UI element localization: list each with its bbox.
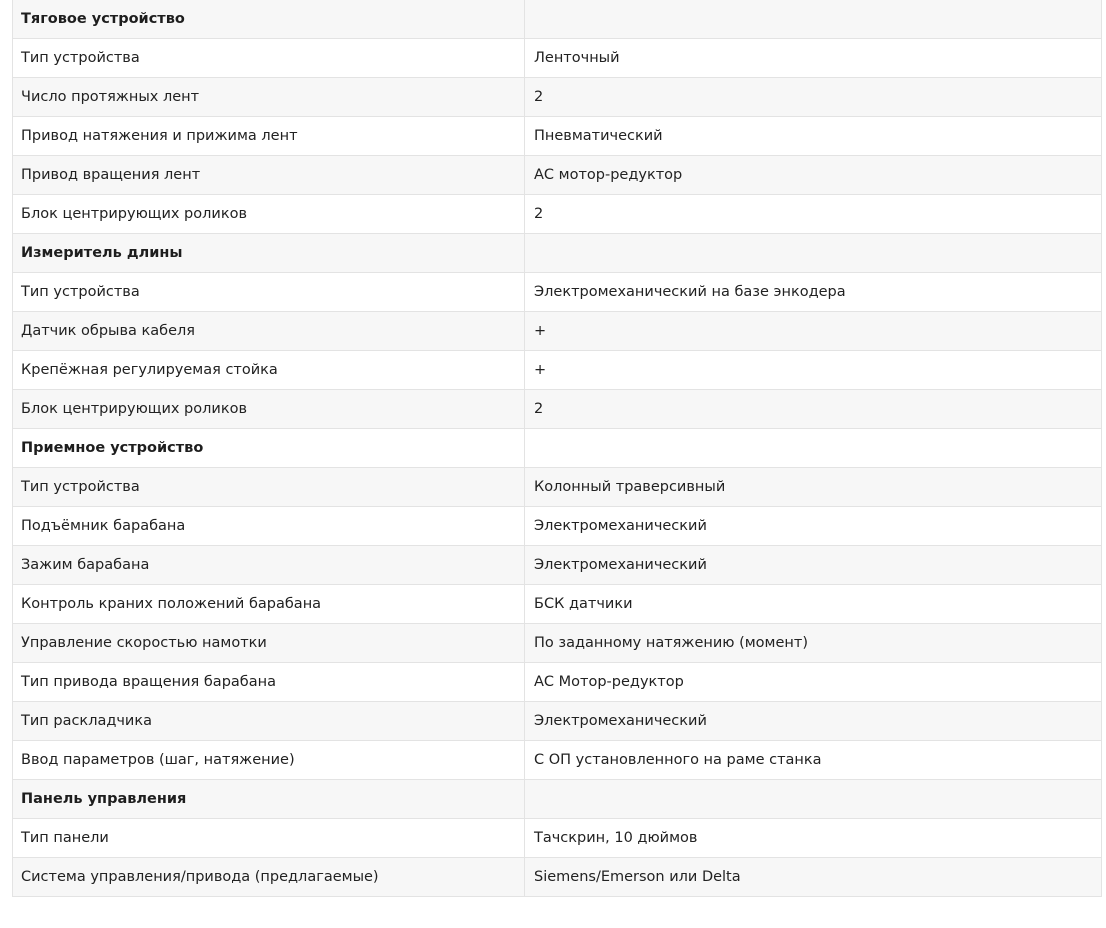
param-name: Ввод параметров (шаг, натяжение) [13,741,525,780]
param-name: Число протяжных лент [13,78,525,117]
param-name: Тип панели [13,819,525,858]
table-row [13,351,1102,390]
section-header-row [13,429,1102,468]
param-value: БСК датчики [525,585,1102,624]
param-name: Тип устройства [13,468,525,507]
table-row [13,819,1102,858]
param-value: + [525,312,1102,351]
param-value: Электромеханический [525,546,1102,585]
param-name: Тип устройства [13,39,525,78]
table-row [13,273,1102,312]
param-name: Тип раскладчика [13,702,525,741]
section-title-control-panel: Панель управления [13,780,525,819]
table-row [13,468,1102,507]
section-title-take-up: Приемное устройство [13,429,525,468]
section-title-spacer [525,0,1102,39]
table-row [13,195,1102,234]
param-name: Датчик обрыва кабеля [13,312,525,351]
param-value: Электромеханический на базе энкодера [525,273,1102,312]
param-value: АС Мотор-редуктор [525,663,1102,702]
table-row [13,78,1102,117]
section-title-spacer [525,780,1102,819]
specification-table [12,0,1102,897]
param-name: Контроль краних положений барабана [13,585,525,624]
param-value: Электромеханический [525,702,1102,741]
table-row [13,741,1102,780]
table-row [13,663,1102,702]
param-name: Управление скоростью намотки [13,624,525,663]
param-value: 2 [525,390,1102,429]
param-name: Система управления/привода (предлагаемые) [13,858,525,897]
table-row [13,702,1102,741]
param-name: Блок центрирующих роликов [13,195,525,234]
section-header-row [13,234,1102,273]
param-value: Ленточный [525,39,1102,78]
param-value: Колонный траверсивный [525,468,1102,507]
param-value: Siemens/Emerson или Delta [525,858,1102,897]
table-row [13,624,1102,663]
table-row [13,390,1102,429]
table-row [13,156,1102,195]
table-row [13,39,1102,78]
param-name: Подъёмник барабана [13,507,525,546]
section-title-spacer [525,429,1102,468]
param-value: 2 [525,195,1102,234]
param-name: Тип устройства [13,273,525,312]
param-value: Пневматический [525,117,1102,156]
param-value: По заданному натяжению (момент) [525,624,1102,663]
section-title-spacer [525,234,1102,273]
table-row [13,546,1102,585]
param-name: Тип привода вращения барабана [13,663,525,702]
section-title-traction: Тяговое устройство [13,0,525,39]
table-row [13,507,1102,546]
param-value: АС мотор-редуктор [525,156,1102,195]
table-row [13,858,1102,897]
param-value: Электромеханический [525,507,1102,546]
param-value: С ОП установленного на раме станка [525,741,1102,780]
param-name: Привод натяжения и прижима лент [13,117,525,156]
table-row [13,117,1102,156]
param-name: Блок центрирующих роликов [13,390,525,429]
table-row [13,312,1102,351]
section-title-length-meter: Измеритель длины [13,234,525,273]
section-header-row [13,0,1102,39]
param-value: Тачскрин, 10 дюймов [525,819,1102,858]
param-name: Привод вращения лент [13,156,525,195]
param-name: Зажим барабана [13,546,525,585]
param-name: Крепёжная регулируемая стойка [13,351,525,390]
specification-table-body [13,0,1102,897]
table-row [13,585,1102,624]
param-value: + [525,351,1102,390]
param-value: 2 [525,78,1102,117]
section-header-row [13,780,1102,819]
